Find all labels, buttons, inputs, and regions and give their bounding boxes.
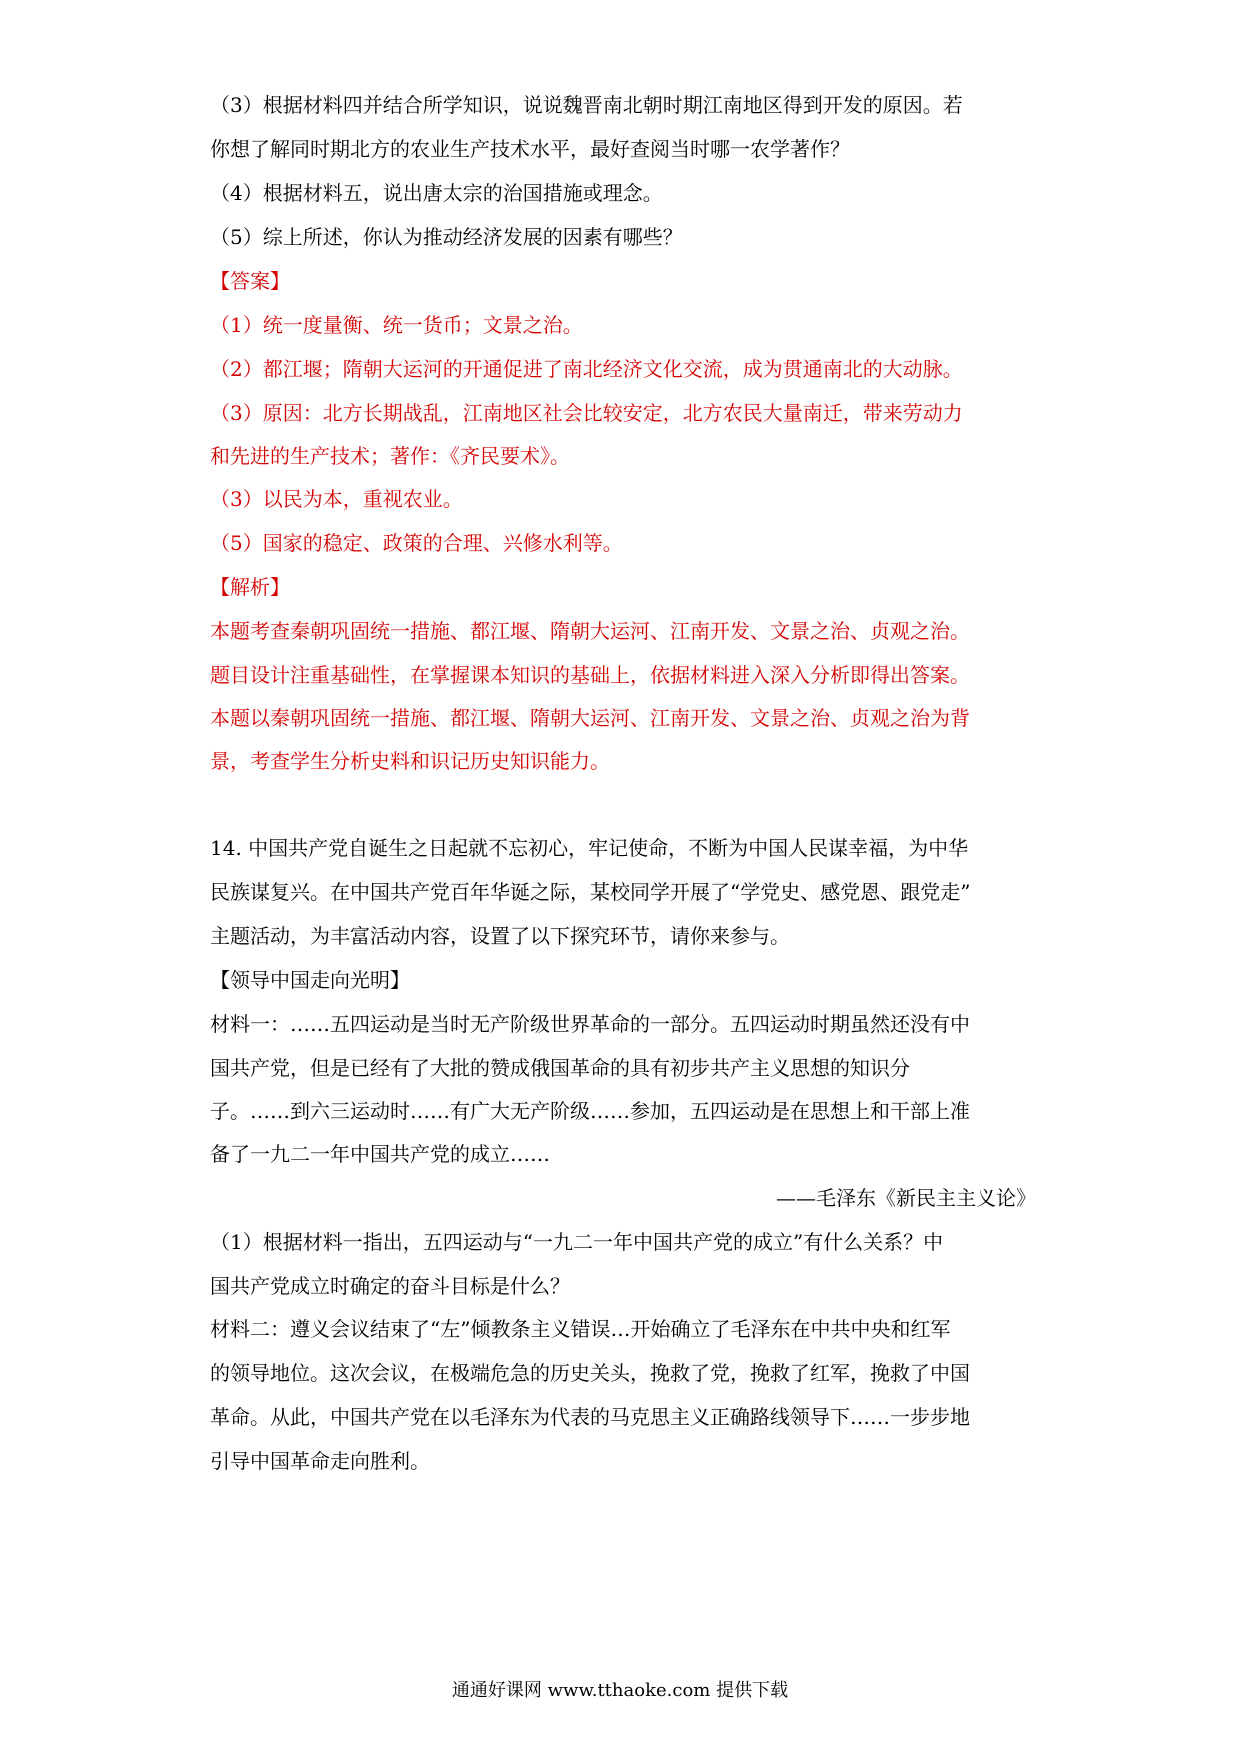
- material-1-line-3: 子。……到六三运动时……有广大无产阶级……参加，五四运动是在思想上和干部上准: [210, 1099, 970, 1123]
- question-14-intro-line-2: 民族谋复兴。在中国共产党百年华诞之际，某校同学开展了“学党史、感党恩、跟党走”: [210, 880, 971, 904]
- analysis-line-3: 本题以秦朝巩固统一措施、都江堰、隋朝大运河、江南开发、文景之治、贞观之治为背: [210, 706, 970, 730]
- question-14-intro-line-3: 主题活动，为丰富活动内容，设置了以下探究环节，请你来参与。: [210, 924, 790, 948]
- analysis-line-1: 本题考查秦朝巩固统一措施、都江堰、隋朝大运河、江南开发、文景之治、贞观之治。: [210, 619, 970, 643]
- question-3-line-1: （3）根据材料四并结合所学知识，说说魏晋南北朝时期江南地区得到开发的原因。若: [210, 93, 963, 117]
- material-2-line-3: 革命。从此，中国共产党在以毛泽东为代表的马克思主义正确路线领导下……一步步地: [210, 1405, 970, 1429]
- question-14-intro-line-1: 14. 中国共产党自诞生之日起就不忘初心，牢记使命，不断为中国人民谋幸福，为中华: [210, 836, 969, 860]
- question-4: （4）根据材料五，说出唐太宗的治国措施或理念。: [210, 181, 663, 205]
- question-3-line-2: 你想了解同时期北方的农业生产技术水平，最好查阅当时哪一农学著作？: [210, 137, 850, 161]
- footer-watermark: 通通好课网 www.tthaoke.com 提供下载: [451, 1680, 789, 1701]
- material-1-source: ——毛泽东《新民主主义论》: [776, 1186, 1036, 1210]
- material-2-line-2: 的领导地位。这次会议，在极端危急的历史关头，挽救了党，挽救了红军，挽救了中国: [210, 1361, 970, 1385]
- material-2-line-1: 材料二：遵义会议结束了“左”倾教条主义错误…开始确立了毛泽东在中共中央和红军: [210, 1317, 951, 1341]
- answer-3-line-2: 和先进的生产技术；著作：《齐民要术》。: [210, 444, 570, 468]
- analysis-line-4: 景，考查学生分析史料和识记历史知识能力。: [210, 749, 610, 773]
- material-1-line-2: 国共产党，但是已经有了大批的赞成俄国革命的具有初步共产主义思想的知识分: [210, 1056, 910, 1080]
- answer-heading: 【答案】: [210, 269, 290, 293]
- answer-3-line-1: （3）原因：北方长期战乱，江南地区社会比较安定，北方农民大量南迁，带来劳动力: [210, 401, 963, 425]
- material-2-line-4: 引导中国革命走向胜利。: [210, 1449, 430, 1473]
- material-1-line-4: 备了一九二一年中国共产党的成立……: [210, 1142, 550, 1166]
- question-5: （5）综上所述，你认为推动经济发展的因素有哪些？: [210, 225, 683, 249]
- section-heading: 【领导中国走向光明】: [210, 968, 410, 992]
- analysis-heading: 【解析】: [210, 575, 290, 599]
- sub-question-1-line-1: （1）根据材料一指出，五四运动与“一九二一年中国共产党的成立”有什么关系？中: [210, 1230, 944, 1254]
- answer-1: （1）统一度量衡、统一货币；文景之治。: [210, 313, 583, 337]
- material-1-line-1: 材料一：……五四运动是当时无产阶级世界革命的一部分。五四运动时期虽然还没有中: [210, 1012, 970, 1036]
- answer-5: （5）国家的稳定、政策的合理、兴修水利等。: [210, 531, 623, 555]
- answer-2: （2）都江堰；隋朝大运河的开通促进了南北经济文化交流，成为贯通南北的大动脉。: [210, 357, 963, 381]
- answer-4: （3）以民为本，重视农业。: [210, 487, 463, 511]
- sub-question-1-line-2: 国共产党成立时确定的奋斗目标是什么？: [210, 1274, 570, 1298]
- analysis-line-2: 题目设计注重基础性，在掌握课本知识的基础上，依据材料进入深入分析即得出答案。: [210, 663, 970, 687]
